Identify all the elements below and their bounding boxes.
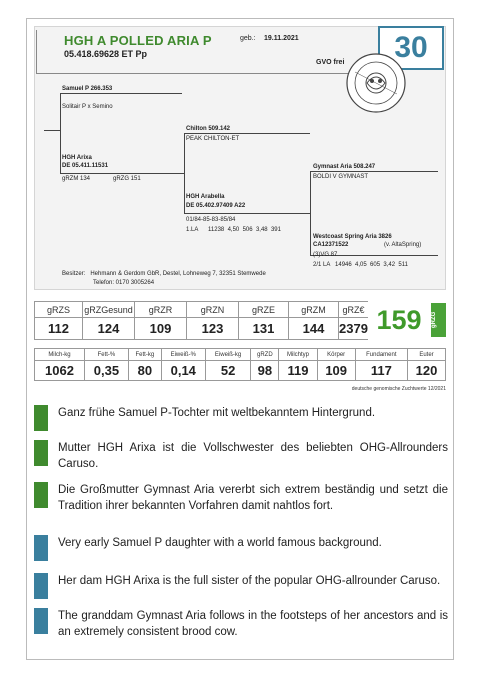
perf-header: Fett-% xyxy=(84,349,128,361)
perf-header: Fett-kg xyxy=(128,349,161,361)
ohg-seal-icon xyxy=(345,52,407,114)
paragraph-text: Die Großmutter Gymnast Aria vererbt sich extrem beständig und setzt die Tradition ihrer bekannten Vorfahren damit nahtlos fort. xyxy=(58,484,448,512)
stat-value: 2379 xyxy=(339,318,368,340)
stat-value: 144 xyxy=(289,318,339,340)
owner-phone: Telefon: 0170 3005264 xyxy=(93,280,155,286)
perf-value: 117 xyxy=(355,361,407,381)
perf-header: Milchtyp xyxy=(279,349,317,361)
perf-header: Eiweiß-% xyxy=(161,349,205,361)
paragraph-text: Her dam HGH Arixa is the full sister of the popular OHG-allrounder Caruso. xyxy=(58,575,441,587)
granddam-reg: DE 05.402.97409 A22 xyxy=(186,203,246,209)
sire-name: Samuel P 266.353 xyxy=(62,86,113,92)
great-grandsire-name: Gymnast Aria 508.247 xyxy=(313,164,376,170)
stat-header: gRZS xyxy=(35,302,83,318)
pedigree-line xyxy=(60,93,61,173)
perf-value: 0,14 xyxy=(161,361,205,381)
paragraph-text: The granddam Gymnast Aria follows in the footsteps of her ancestors and is an extremely consistent brood cow. xyxy=(58,610,448,638)
grzg-value: 159 xyxy=(376,305,422,335)
dam-reg: DE 05.411.11531 xyxy=(62,163,109,169)
bullet-square-icon xyxy=(34,573,48,599)
stat-value: 112 xyxy=(35,318,83,340)
perf-value: 0,35 xyxy=(84,361,128,381)
bullet-square-icon xyxy=(34,440,48,466)
bullet-square-icon xyxy=(34,405,48,431)
perf-header: Fundament xyxy=(355,349,407,361)
granddam-performance: 1.LA 11238 4,50 506 3,48 391 xyxy=(186,227,281,233)
pedigree-line xyxy=(310,171,311,255)
performance-values-table xyxy=(34,348,446,381)
perf-value: 1062 xyxy=(35,361,85,381)
granddam-name: HGH Arabella xyxy=(186,194,225,200)
stat-header: gRZR xyxy=(135,302,187,318)
perf-value: 98 xyxy=(251,361,279,381)
gvo-status: GVO frei xyxy=(316,59,345,66)
stat-value: 123 xyxy=(187,318,239,340)
sire-of-dam-name: Chilton 509.142 xyxy=(186,126,231,132)
owner: Besitzer: Hehmann & Gerdom GbR, Destel, Lohneweg 7, 32351 Stemwede xyxy=(62,271,266,277)
great-granddam-class: (3)VG 87 xyxy=(313,252,338,258)
paragraph-text: Mutter HGH Arixa ist die Vollschwester des beliebten OHG-Allrounders Caruso. xyxy=(58,442,448,470)
great-grandsire-line: BOLDI V GYMNAST xyxy=(313,174,369,180)
perf-value: 119 xyxy=(279,361,317,381)
bullet-square-icon xyxy=(34,482,48,508)
sire-line: Solitair P x Semino xyxy=(62,104,113,110)
bullet-square-icon xyxy=(34,608,48,634)
stat-header: gRZGesund xyxy=(83,302,135,318)
pedigree-line xyxy=(60,93,182,94)
dam-name: HGH Arixa xyxy=(62,155,92,161)
birth-label: geb.: xyxy=(240,35,256,42)
animal-name: HGH A POLLED ARIA P xyxy=(64,33,212,48)
stat-header: gRZE xyxy=(239,302,289,318)
pedigree-line xyxy=(310,171,438,172)
dam-grzg: gRZG 151 xyxy=(113,176,141,182)
great-granddam-breeder: (v. AltaSpring) xyxy=(384,242,422,248)
lot-number: 30 xyxy=(378,26,444,70)
perf-header: Euter xyxy=(408,349,446,361)
pedigree-line xyxy=(184,133,185,213)
perf-header: Milch-kg xyxy=(35,349,85,361)
stat-header: gRZ€ xyxy=(339,302,368,318)
animal-reg-number: 05.418.69628 ET Pp xyxy=(64,49,148,59)
grzg-label: gRZG xyxy=(431,303,446,337)
perf-value: 52 xyxy=(205,361,251,381)
stat-header: gRZN xyxy=(187,302,239,318)
stat-header: gRZM xyxy=(289,302,339,318)
great-granddam-reg: CA12371522 xyxy=(313,242,349,248)
pedigree-line xyxy=(60,173,184,174)
perf-header: Körper xyxy=(317,349,355,361)
paragraph-text: Ganz frühe Samuel P-Tochter mit weltbekanntem Hintergrund. xyxy=(58,407,376,419)
perf-value: 120 xyxy=(408,361,446,381)
stat-value: 109 xyxy=(135,318,187,340)
paragraph-text: Very early Samuel P daughter with a world famous background. xyxy=(58,537,382,549)
stat-value: 131 xyxy=(239,318,289,340)
perf-header: Eiweiß-kg xyxy=(205,349,251,361)
perf-value: 80 xyxy=(128,361,161,381)
perf-value: 109 xyxy=(317,361,355,381)
bullet-square-icon xyxy=(34,535,48,561)
footnote: deutsche genomische Zuchtwerte 12/2021 xyxy=(351,386,446,392)
pedigree-line xyxy=(184,133,310,134)
great-granddam-name: Westcoast Spring Aria 3826 xyxy=(313,234,392,240)
pedigree-line xyxy=(44,130,60,131)
dam-grzm: gRZM 134 xyxy=(62,176,91,182)
pedigree-line xyxy=(184,213,310,214)
perf-header: gRZD xyxy=(251,349,279,361)
birth-date: 19.11.2021 xyxy=(264,35,299,42)
great-granddam-performance: 2/1 LA 14946 4,05 605 3,42 511 xyxy=(313,262,408,268)
stat-value: 124 xyxy=(83,318,135,340)
granddam-lactations: 01/84-85-83-85/84 xyxy=(186,217,236,223)
sire-of-dam-line: PEAK CHILTON-ET xyxy=(186,136,240,142)
